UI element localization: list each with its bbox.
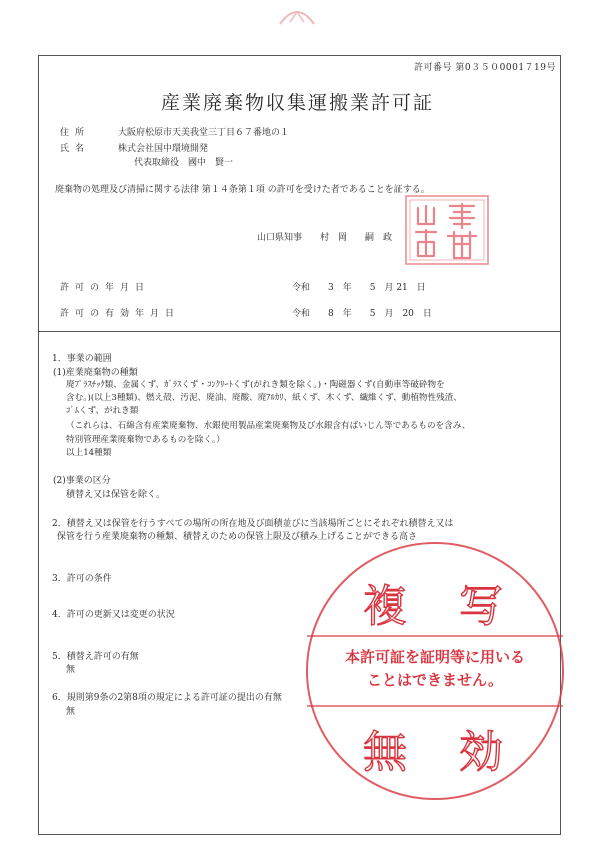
- waste-types-line-1: 廃ﾌﾟﾗｽﾁｯｸ類、金属くず、ｶﾞﾗｽくず・ｺﾝｸﾘｰﾄくず(がれき類を除く。)・陶磁器くず(自動車等破砕物を: [66, 380, 445, 390]
- certification-statement: 廃棄物の処理及び清掃に関する法律 第１４条第１項 の許可を受けた者であることを証する。: [55, 185, 430, 195]
- permit-date-value: 令和 3 年 5 月 21 日: [292, 283, 426, 293]
- section-3-title: 3．許可の条件: [52, 574, 112, 584]
- address-value: 大阪府松原市天美我堂三丁目６７番地の１: [118, 128, 290, 138]
- waste-types-line-3: ｺﾞﾑくず、がれき類: [66, 406, 139, 416]
- waste-types-line-5: 特別管理産業廃棄物であるものを除く。）: [66, 435, 225, 445]
- permit-date-label: 許可の年月日: [60, 283, 151, 293]
- issuer-name: 山口県知事 村 岡 嗣 政: [257, 233, 393, 243]
- waste-types-line-4: （これらは、石綿含有産業廃棄物、水銀使用製品産業廃棄物及び水銀含有ばいじん等であるものを含み、: [66, 421, 471, 431]
- section-1-title: 1．事業の範囲: [52, 354, 112, 364]
- expiry-date-value: 令和 8 年 5 月 20 日: [292, 309, 432, 319]
- copy-invalid-stamp: [304, 540, 566, 802]
- section-5-value: 無: [66, 665, 76, 675]
- official-seal: [404, 194, 490, 266]
- representative: 代表取締役 國中 賢一: [134, 158, 234, 168]
- section-divider: [38, 331, 561, 332]
- section-1-2-title: (2)事業の区分: [53, 476, 111, 486]
- waste-types-line-2: 含む。)(以上3種類)、燃え殻、汚泥、廃油、廃酸、廃ｱﾙｶﾘ、紙くず、木くず、繊維くず、動植物性残渣、: [66, 393, 462, 403]
- section-5-title: 5．積替え許可の有無: [52, 652, 139, 662]
- expiry-date-label: 許可の有効年月日: [60, 309, 181, 319]
- top-stamp-mark: [272, 4, 322, 26]
- section-1-1-title: (1)産業廃棄物の種類: [53, 368, 138, 378]
- address-label: 住所: [60, 128, 91, 138]
- copy-stamp-top-chars: 複 写: [363, 581, 507, 632]
- copy-stamp-bottom-chars: 無 効: [363, 727, 507, 778]
- section-2-line-2: 保管を行う産業廃棄物の種類、積替えのための保管上限及び積み上げることができる高さ: [57, 532, 418, 542]
- section-1-2-value: 積替え又は保管を除く。: [66, 490, 165, 500]
- section-2-line-1: 2．積替え又は保管を行うすべての場所の所在地及び面積並びに当該場所ごとにそれぞれ積替え又は: [52, 519, 454, 529]
- name-label: 氏名: [60, 144, 91, 154]
- document-title: 産業廃棄物収集運搬業許可証: [160, 92, 434, 114]
- section-6-title: 6．規則第9条の2第8項の規定による許可証の提出の有無: [52, 693, 282, 703]
- permit-number: 許可番号 第0３５０0001７19号: [414, 63, 556, 73]
- name-value: 株式会社国中環境開発: [118, 144, 209, 154]
- copy-stamp-notice-line-2: ことはできません。: [367, 671, 503, 689]
- waste-types-count: 以上14種類: [66, 448, 112, 458]
- section-4-title: 4．許可の更新又は変更の状況: [52, 610, 175, 620]
- copy-stamp-notice-line-1: 本許可証を証明等に用いる: [344, 648, 525, 666]
- section-6-value: 無: [66, 707, 76, 717]
